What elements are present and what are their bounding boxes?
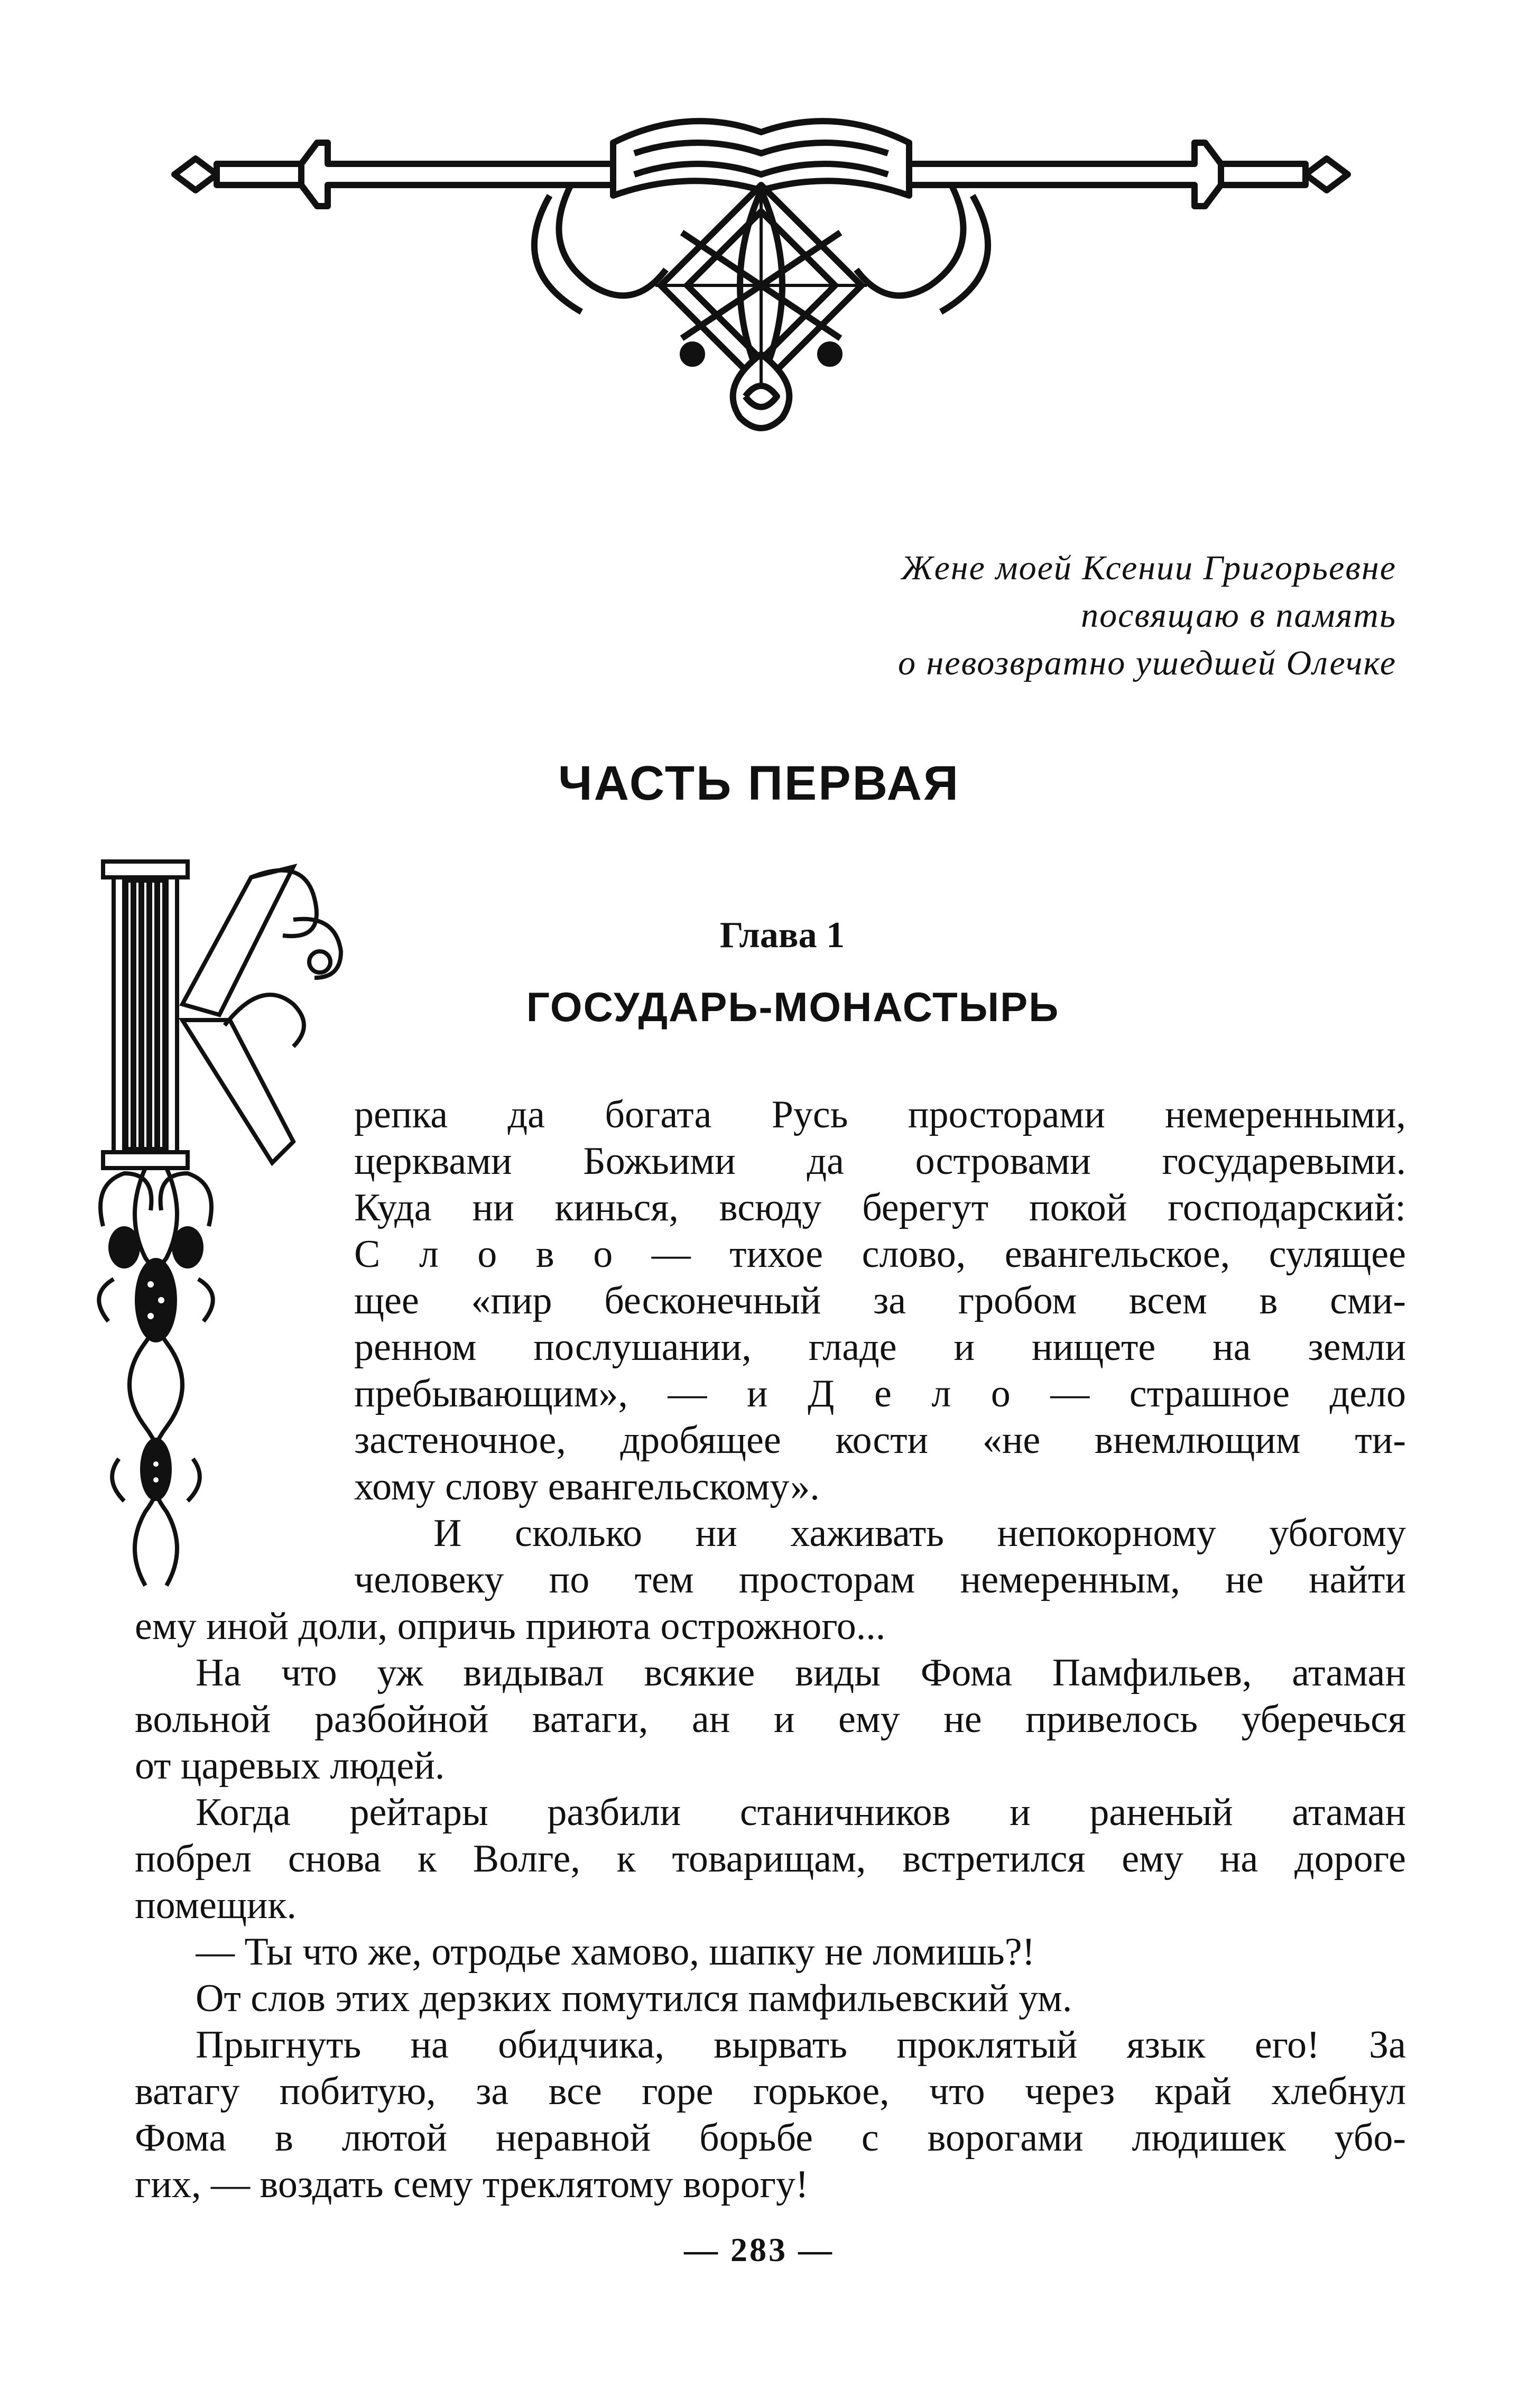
- dedication: [656, 544, 1396, 687]
- text-line: Фома в лютой неравной борьбе с ворогами людишек убо-: [135, 2116, 1406, 2160]
- part-title: ЧАСТЬ ПЕРВАЯ: [558, 756, 960, 810]
- text-line: церквами Божьими да островами государевыми.: [354, 1140, 1406, 1183]
- celtic-knot-ornament: [159, 111, 1364, 433]
- text-line: ватагу побитую, за все горе горькое, что через край хлебнул: [135, 2070, 1406, 2113]
- text-line: Куда ни кинься, всюду берегут покой господарский:: [354, 1186, 1406, 1229]
- text-line: — Ты что же, отродье хамово, шапку не ломишь?!: [196, 1930, 1035, 1974]
- text-line: репка да богата Русь просторами немеренными,: [354, 1093, 1406, 1136]
- text-line: пребывающим», — и Д е л о — страшное дело: [354, 1372, 1406, 1415]
- text-line: человеку по тем просторам немеренным, не найти: [354, 1558, 1406, 1601]
- text-line: гих, — воздать сему треклятому ворогу!: [135, 2163, 809, 2206]
- text-line: ему иной доли, опричь приюта острожного...: [135, 1605, 886, 1648]
- text-line: Прыгнуть на обидчика, вырвать проклятый язык его! За: [196, 2023, 1406, 2067]
- dedication-line-2: посвящаю в память: [1081, 596, 1396, 635]
- text-line: И сколько ни хаживать непокорному убогому: [433, 1512, 1406, 1555]
- dedication-line-1: Жене моей Ксении Григорьевне: [901, 549, 1396, 587]
- text-line: хому слову евангельскому».: [354, 1465, 820, 1508]
- text-line: щее «пир бесконечный за гробом всем в сми-: [354, 1279, 1406, 1322]
- text-line: ренном послушании, гладе и нищете на земли: [354, 1326, 1406, 1369]
- text-line: помещик.: [135, 1884, 297, 1927]
- text-line: от царевых людей.: [135, 1744, 445, 1788]
- chapter-number: Глава 1: [719, 915, 845, 956]
- page-number: — 283 —: [684, 2231, 834, 2268]
- ornamental-dropcap: [92, 846, 373, 1612]
- text-line: С л о в о — тихое слово, евангельское, сулящее: [354, 1233, 1406, 1276]
- text-line: От слов этих дерзких помутился памфильевский ум.: [196, 1977, 1072, 2020]
- text-line: вольной разбойной ватаги, ан и ему не привелось уберечься: [135, 1698, 1406, 1741]
- text-line: застеночное, дробящее кости «не внемлющим ти-: [354, 1419, 1406, 1462]
- chapter-title: ГОСУДАРЬ-МОНАСТЫРЬ: [526, 984, 1060, 1030]
- text-line: На что уж видывал всякие виды Фома Памфильев, атаман: [196, 1651, 1406, 1694]
- dedication-line-3: о невозвратно ушедшей Олечке: [897, 644, 1396, 682]
- text-line: побрел снова к Волге, к товарищам, встретился ему на дороге: [135, 1837, 1406, 1881]
- text-line: Когда рейтары разбили станичников и раненый атаман: [196, 1791, 1406, 1834]
